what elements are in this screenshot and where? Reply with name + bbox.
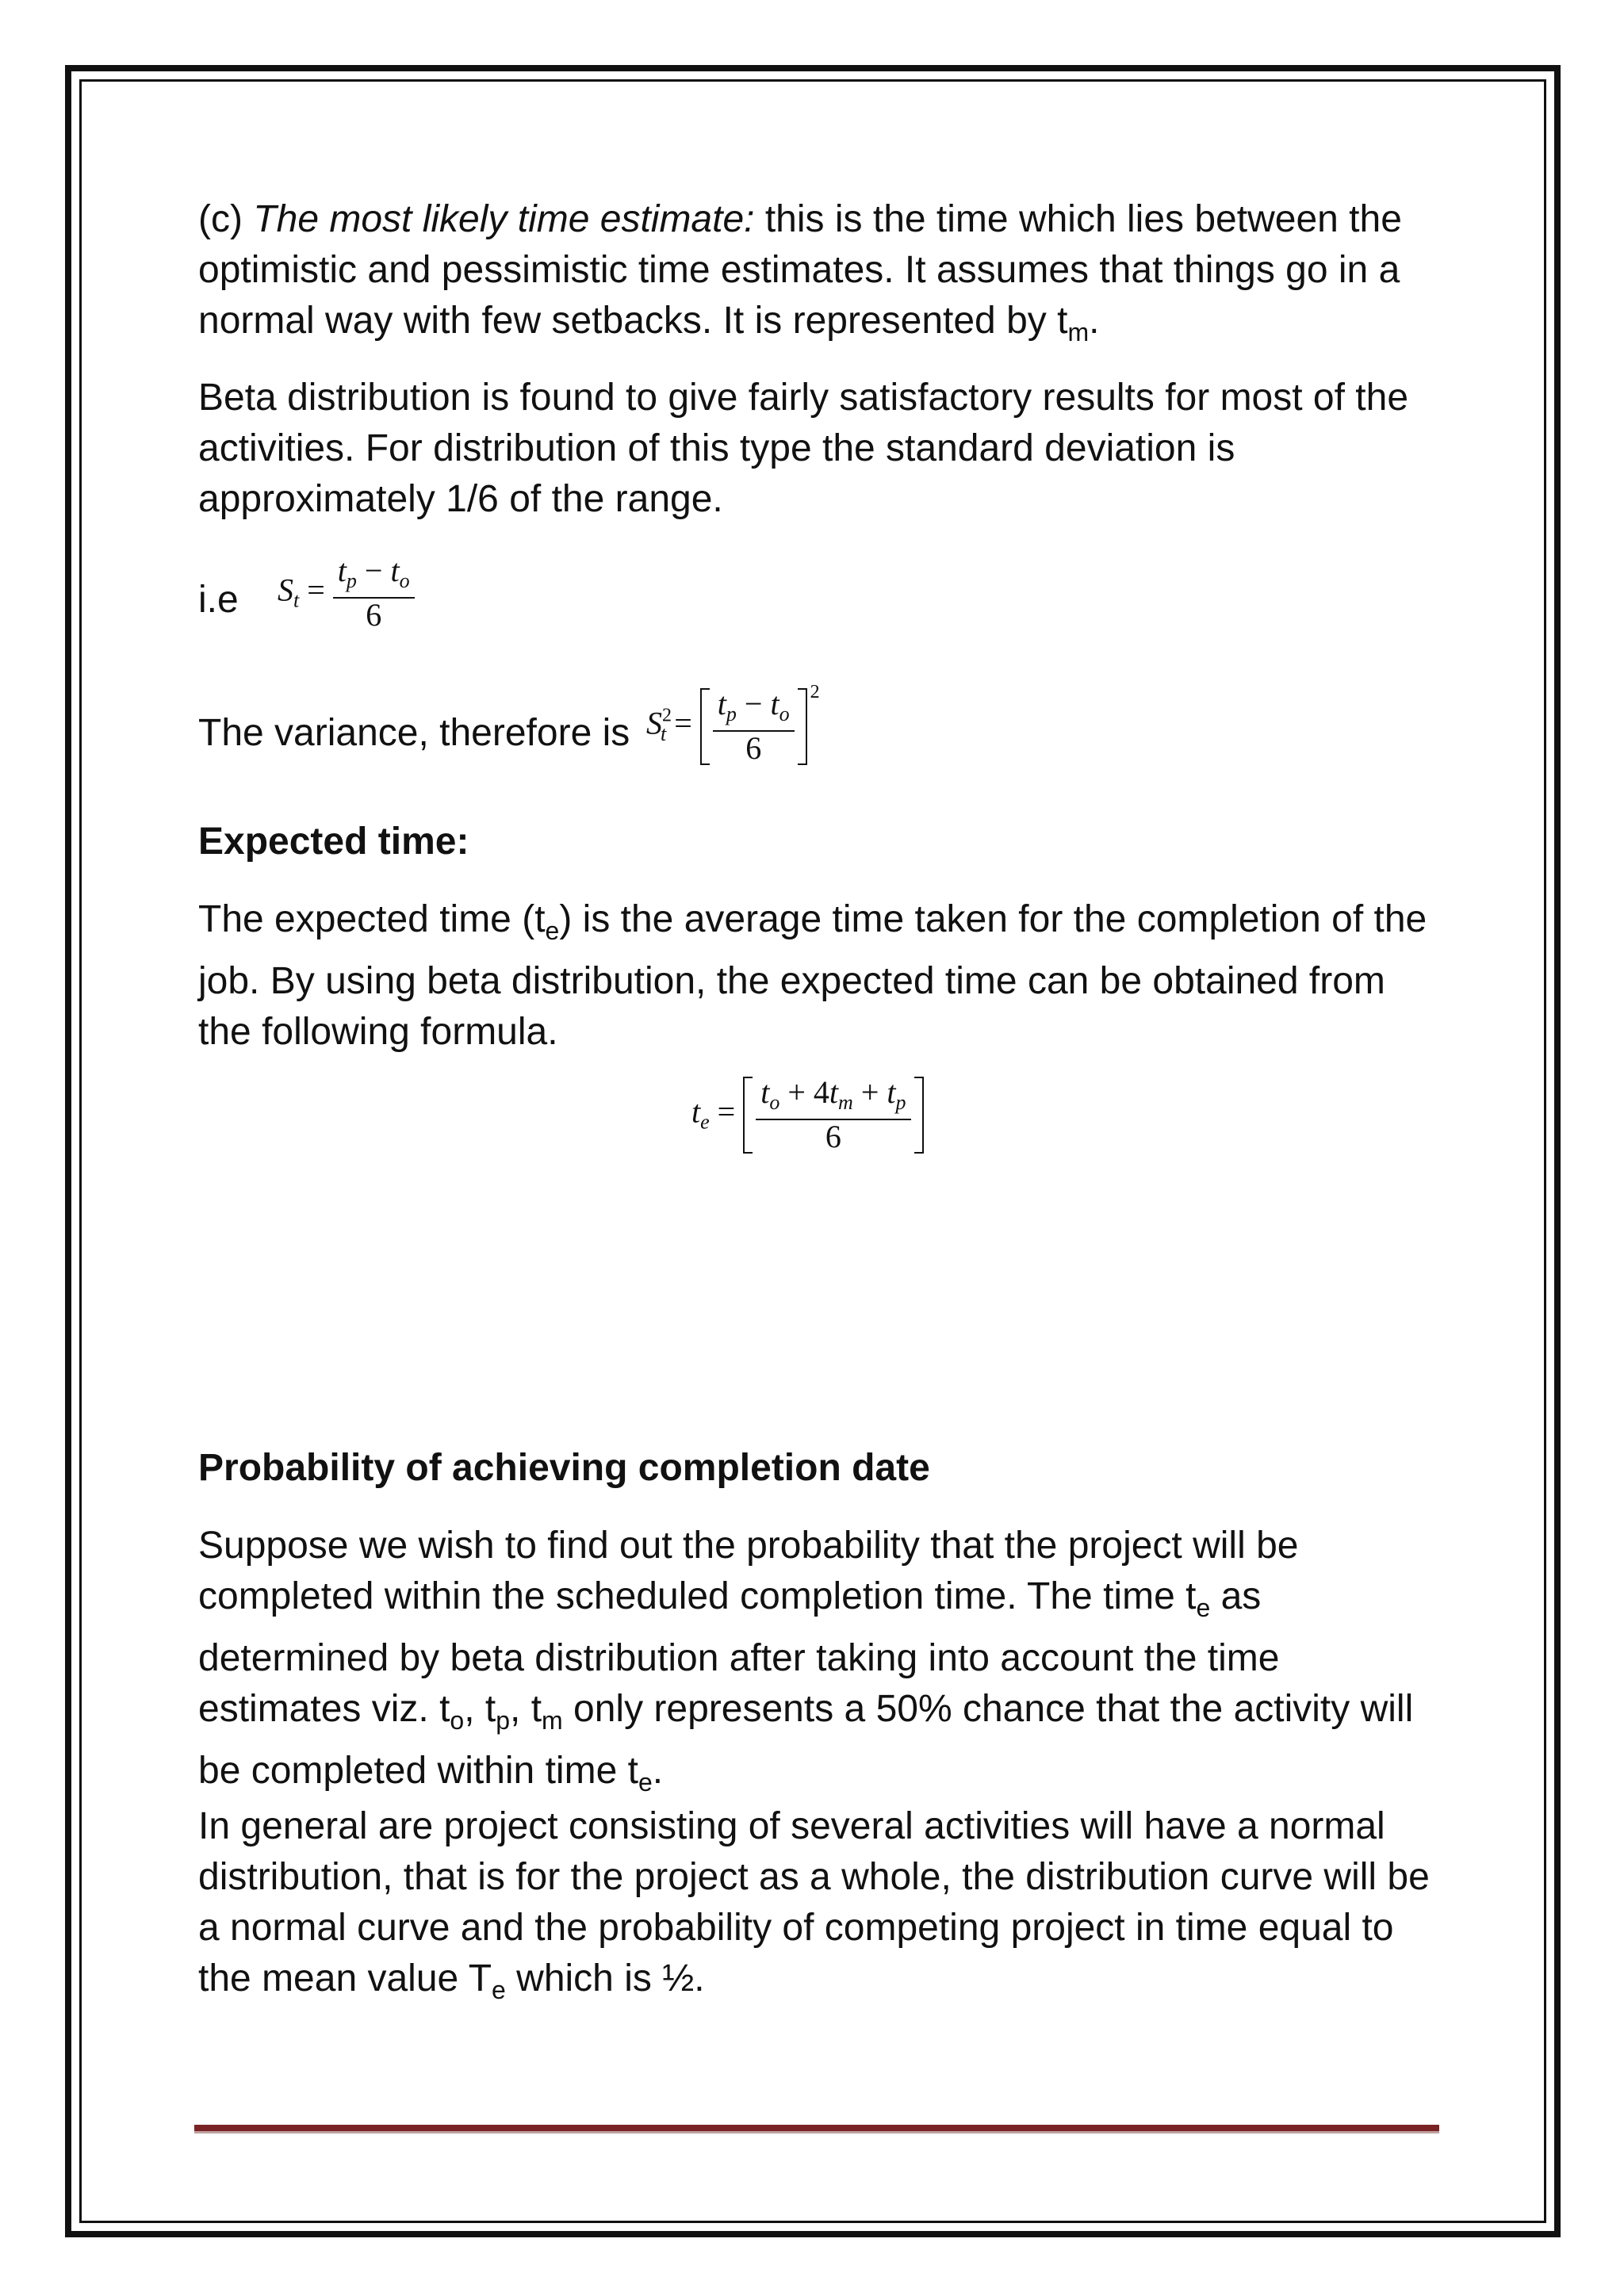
formula-expected-time: $t_e$ = $\frac{t_o + 4t_m + t_p}{6}$ — [691, 1077, 924, 1154]
formula-variance: $S^2_t$ = $\frac{t_p - t_o}{6}$ $^2$ — [646, 681, 820, 766]
footer-rule — [194, 2125, 1439, 2133]
paragraph-general: In general are project consisting of several activities will have a normal distribution, that is for the project as a whole, the distribution curve will be a normal curve and the probability of competing project in time equal to the mean value $T_e$ which is ½. — [198, 1805, 1430, 2004]
paragraph-beta-distribution: Beta distribution is found to give fairly satisfactory results for most of the activities. For distribution of this type the standard deviation is approximately 1/6 of the range. — [198, 377, 1409, 520]
formula-standard-deviation: $S_t$ = $\frac{t_p - t_o}{6}$ — [278, 555, 415, 632]
paragraph-expected-time: The expected time $(t_e)$ is the average time taken for the completion of the job. By using beta distribution, the expected time can be obtained from the following formula. — [198, 898, 1427, 1053]
variance-label: The variance, therefore is — [198, 712, 630, 754]
heading-probability: Probability of achieving completion date — [198, 1447, 930, 1489]
paragraph-most-likely: (c) The most likely time estimate: this is the time which lies between the optimistic and pessimistic time estimates. It assumes that things go in a normal way with few setbacks. It is represented by $t_m$. — [198, 198, 1402, 346]
ie-label: i.e — [198, 579, 239, 621]
paragraph-suppose: Suppose we wish to find out the probability that the project will be completed within the scheduled completion time. The time $t_e$ as determined by beta distribution after taking into account the time estimates viz. $t_o$, $t_p$, $t_m$ only represents a 50% chance that the activity will be completed within time $t_e$. — [198, 1525, 1414, 1797]
heading-expected-time: Expected time: — [198, 821, 469, 863]
